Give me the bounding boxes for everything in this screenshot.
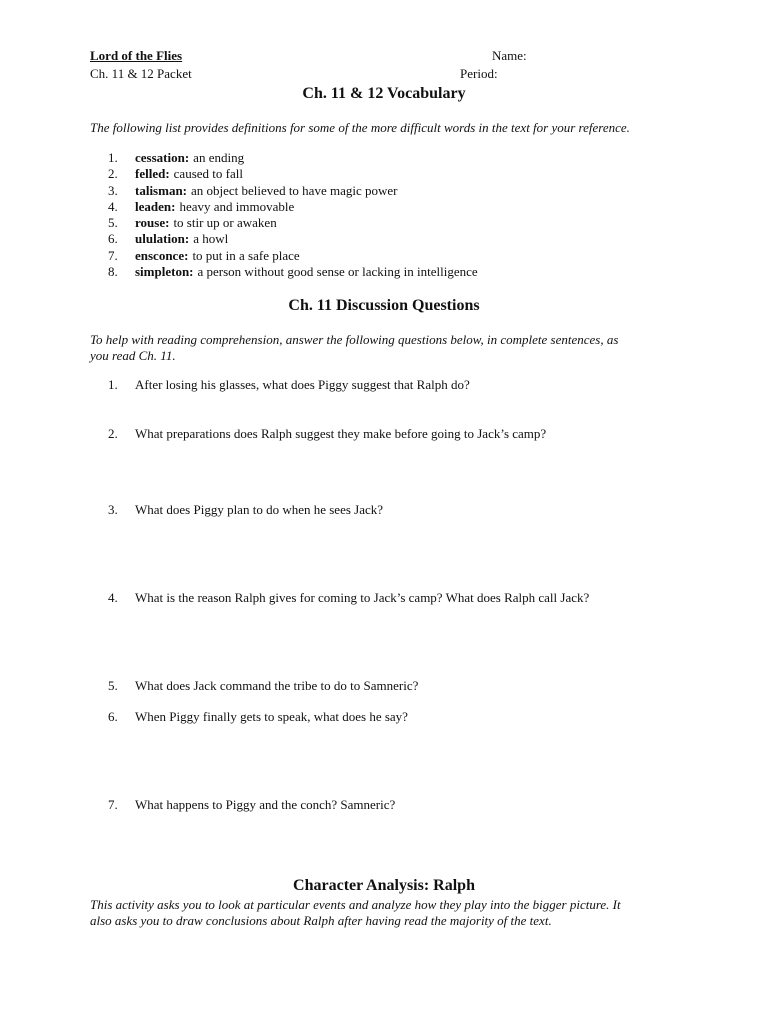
question-item: [108, 426, 546, 442]
question-item: [108, 502, 383, 518]
vocab-item: [108, 231, 478, 247]
name-label: Name:: [492, 48, 527, 63]
vocab-definition: to stir up or awaken: [173, 215, 277, 231]
vocab-heading: Ch. 11 & 12 Vocabulary: [302, 85, 466, 102]
vocab-definition: an ending: [193, 150, 245, 165]
character-intro-line2: also asks you to draw conclusions about Ralph after having read the majority of the text.: [90, 913, 552, 928]
question-item: [108, 678, 418, 694]
vocab-number: 4.: [108, 198, 118, 214]
vocab-term: ululation:: [135, 231, 190, 247]
vocab-term: talisman:: [135, 182, 187, 198]
vocab-definition: heavy and immovable: [179, 198, 295, 214]
vocab-definition: an object believed to have magic power: [191, 182, 398, 198]
vocab-number: 3.: [108, 182, 118, 198]
question-text: What preparations does Ralph suggest they make before going to Jack’s camp?: [135, 426, 547, 441]
question-item: [108, 797, 395, 813]
vocab-definition: a howl: [193, 231, 229, 247]
vocab-item: [108, 183, 478, 199]
character-heading: Character Analysis: Ralph: [293, 877, 475, 894]
vocab-term: rouse:: [135, 215, 170, 231]
vocab-definition: a person without good sense or lacking in intelligence: [197, 264, 478, 280]
question-number: 5.: [108, 678, 118, 693]
vocab-list: [108, 150, 478, 280]
question-text: After losing his glasses, what does Piggy suggest that Ralph do?: [135, 377, 470, 392]
packet-subtitle: Ch. 11 & 12 Packet: [90, 66, 192, 81]
vocab-number: 7.: [108, 247, 118, 263]
question-item: [108, 590, 589, 606]
question-text: What does Piggy plan to do when he sees Jack?: [135, 502, 384, 517]
question-item: [108, 377, 470, 393]
question-text: What happens to Piggy and the conch? Samneric?: [135, 797, 396, 812]
question-item: [108, 709, 408, 725]
vocab-intro: The following list provides definitions for some of the more difficult words in the text for your reference.: [90, 120, 630, 135]
vocab-number: 6.: [108, 231, 118, 247]
vocab-definition: to put in a safe place: [192, 247, 300, 263]
vocab-definition: caused to fall: [173, 166, 243, 182]
question-number: 1.: [108, 377, 118, 392]
discussion-intro-line2: you read Ch. 11.: [90, 348, 176, 363]
vocab-number: 1.: [108, 150, 118, 165]
question-text: What is the reason Ralph gives for coming to Jack’s camp? What does Ralph call Jack?: [135, 590, 590, 605]
vocab-number: 8.: [108, 264, 118, 280]
discussion-intro-line1: To help with reading comprehension, answer the following questions below, in complete sentences, as: [90, 332, 619, 347]
question-number: 2.: [108, 426, 118, 441]
question-number: 3.: [108, 502, 118, 517]
vocab-item: [108, 215, 478, 231]
question-number: 7.: [108, 797, 118, 812]
vocab-item: [108, 166, 478, 182]
vocab-item: [108, 150, 478, 166]
vocab-term: ensconce:: [135, 247, 189, 263]
vocab-term: leaden:: [135, 198, 176, 214]
document-title: Lord of the Flies: [90, 48, 183, 63]
vocab-number: 5.: [108, 215, 118, 231]
discussion-heading: Ch. 11 Discussion Questions: [288, 297, 480, 314]
vocab-term: cessation:: [135, 150, 190, 165]
question-number: 6.: [108, 709, 118, 724]
vocab-item: [108, 199, 478, 215]
character-intro-line1: This activity asks you to look at particular events and analyze how they play into the bigger picture. It: [90, 897, 621, 912]
period-label: Period:: [460, 66, 498, 81]
vocab-item: [108, 264, 478, 280]
question-text: When Piggy finally gets to speak, what does he say?: [135, 709, 408, 724]
vocab-term: simpleton:: [135, 264, 194, 280]
question-text: What does Jack command the tribe to do to Samneric?: [135, 678, 419, 693]
vocab-number: 2.: [108, 166, 118, 182]
vocab-item: [108, 248, 478, 264]
vocab-term: felled:: [135, 166, 170, 182]
question-number: 4.: [108, 590, 118, 605]
